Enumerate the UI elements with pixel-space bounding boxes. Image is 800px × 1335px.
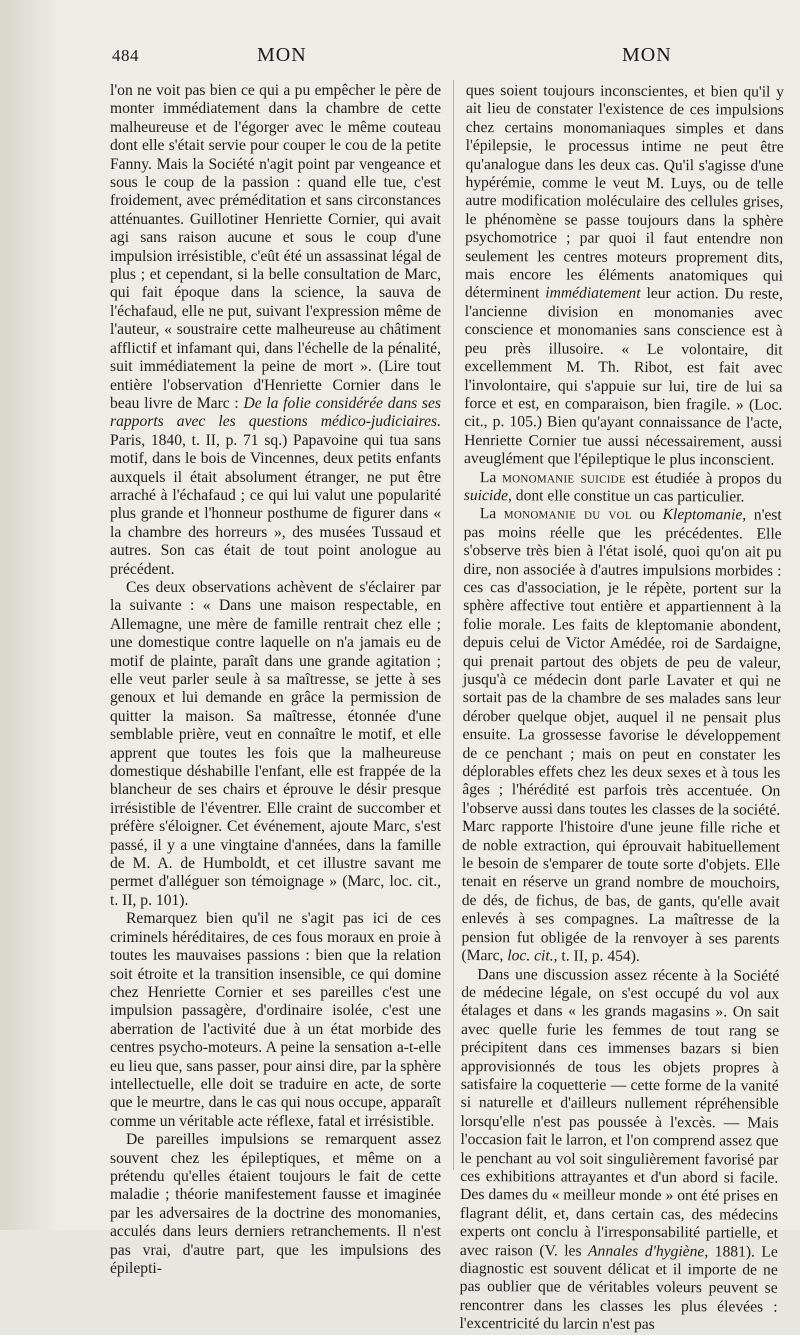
left-paragraph-2: Ces deux observations achèvent de s'éclairer par la suivante : « Dans une maison respectable, en Allemagne, une mère de famille rentrait chez elle ; une domestique contre laquelle on n'a jamais eu de motif de plainte, paraît dans une grande agitation ; elle veut parler seule à sa maîtresse, se jette à ses genoux et lui demande en grâce la permission de quitter la maison. Sa maîtresse, étonnée d'une semblable prière, veut en connaître le motif, et elle apprent que toutes les fois que la malheureuse domestique déshabille l'enfant, elle est frappée de la blancheur de ses chairs et éprouve le désir presque irrésistible de l'éventrer. Elle craint de succomber et préfère s'éloigner. Cet événement, ajoute Marc, s'est passé, il y a une vingtaine d'années, dans la famille de M. A. de Humboldt, et cet illustre savant me permet d'alléguer son témoignage » (Marc, loc. cit., t. II, p. 101). xyxy=(110,578,441,909)
left-p1-book-title: De la folie considérée dans ses rapports avec les questions médico-judiciaires. xyxy=(110,394,441,431)
column-divider xyxy=(453,80,454,1170)
right-p3-italic: Kleptomanie xyxy=(662,506,743,524)
right-p2-mid: est étudiée à propos du xyxy=(625,469,782,488)
right-p4-end: , 1881). Le diagnostic est souvent délicat et il importe de ne pas oublier que de véritables voleurs peuvent se rencontrer dans les classes les plus élevées : l'excentricité du larcin n'est pas xyxy=(459,1242,778,1334)
right-paragraph-2 xyxy=(464,469,782,507)
right-p1-text: ques soient toujours inconscientes, et bien qu'il y ait lieu de constater l'existence de ces impulsions chez certains monomaniaques simples et dans l'épilepsie, le processus intime ne peut être qu'analogue dans les deux cas. Qu'il s'agisse d'une hypérémie, comme le veut M. Luys, ou de telle autre modification moléculaire des cellules grises, le phénomène se passe toujours dans la sphère psychomotrice ; par quoi il faut entendre non seulement les centres moteurs proprement dits, mais encore les éléments anatomiques qui déterminent xyxy=(464,82,784,302)
page-number: 484 xyxy=(112,46,139,65)
right-p2-lead: La xyxy=(479,468,503,486)
right-column xyxy=(459,82,784,1335)
right-p4-journal: Annales d'hygiène xyxy=(587,1242,705,1260)
right-p3-text: , n'est pas moins réelle que les précédentes. Elle s'observe très bien à l'état isolé, quoi qu'on ait pu dire, non associée à d'autres impulsions morbides : ces cas d'association, je le répète, portent sur la sphère affective tout entière et appartiennent à la folie morale. Les faits de kleptomanie abondent, depuis celui de Victor Amédée, roi de Sardaigne, qui prenait partout des objets de peu de valeur, jusqu'à ce médecin dont parle Lavater et qui ne sortait pas de la chambre de ses malades sans leur dérober quelque objet, auquel il ne pensait plus ensuite. La grossesse favorise le développement de ce penchant ; mais on peut en constater les déplorables effets chez les deux sexes et à tous les âges ; l'hérédité est parfois très accentuée. On l'observe aussi dans toutes les classes de la société. Marc rapporte l'histoire d'une jeune fille riche et de noble extraction, qui éprouvait habituellement le besoin de s'emparer de toute sorte d'objets. Elle tenait en réserve un grand nombre de mouchoirs, de dés, de fichus, de bas, de gants, qu'elle avait enlevés à ses compagnes. La maîtresse de la pension fut obligée de la renvoyer à ses parents (Marc, xyxy=(461,506,782,965)
right-paragraph-4 xyxy=(459,965,779,1335)
right-p3-end: , t. II, p. 454). xyxy=(553,947,640,966)
right-p1-text-end: leur action. Du reste, l'ancienne division en monomanies avec conscience et monomanies sans conscience est à peu près illusoire. « Le volontaire, dit excellemment M. Th. Ribot, est fait avec l'involontaire, qui s'appuie sur lui, tire de lui sa force et est, en comparaison, bien fragile. » (Loc. cit., p. 105.) Bien qu'ayant connaissance de l'acte, Henriette Cornier tue aussi nécessairement, aussi aveuglément que l'épileptique le plus inconscient. xyxy=(463,285,783,469)
right-p3-term: monomanie du vol xyxy=(503,505,632,524)
page-gutter-shadow xyxy=(0,0,60,1230)
right-p3-lead: La xyxy=(479,505,504,523)
right-p2-italic: suicide xyxy=(463,486,509,505)
left-p1-text-end: Paris, 1840, t. II, p. 71 sq.) Papavoine qui tua sans motif, dans le bois de Vincennes, deux petits enfants auxquels il était absolument étranger, ne put être arraché à l'échafaud ; ce qui lui valut une popularité plus grande et l'honneur posthume de figurer dans « la chambre des horreurs », des musées Tussaud et autres. Son cas était de tout point anologue au précédent. xyxy=(110,431,441,578)
left-paragraph-4: De pareilles impulsions se remarquent assez souvent chez les épileptiques, et même on a prétendu qu'elles étaient toujours le fait de cette maladie ; théorie manifestement fausse et imaginée par les adversaires de la doctrine des monomanies, acculés dans leurs derniers retranchements. Il n'est pas vrai, d'autre part, que les impulsions des épilepti- xyxy=(110,1131,441,1277)
left-paragraph-3: Remarquez bien qu'il ne s'agit pas ici de ces criminels héréditaires, de ces fous moraux en proie à toutes les mauvaises passions : bien que la relation soit étroite et la transition insensible, ce qui domine chez Henriette Cornier et ses pareilles c'est une impulsion passagère, d'ordinaire isolée, c'est une aberration de l'activité due à un état morbide des centres psycho-moteurs. A peine la sensation a-t-elle eu lieu que, sans passer, pour ainsi dire, par la sphère intellectuelle, elle doit se traduire en acte, de sorte que le meurtre, dans le cas qui nous occupe, apparaît comme un véritable acte réflexe, fatal et irrésistible. xyxy=(110,910,441,1130)
left-p1-text: l'on ne voit pas bien ce qui a pu empêcher le père de monter immédiatement dans la chambre de cette malheureuse et de l'égorger avec le même couteau dont elle s'était servie pour couper le cou de la petite Fanny. Mais la Société n'agit point par vengeance et sous le coup de la passion : quand elle tue, c'est froidement, avec préméditation et sans circonstances atténuantes. Guillotiner Henriette Cornier, qui avait agi sans raison aucune et sous le coup d'une impulsion irrésistible, c'eût été un assassinat légal de plus ; et cependant, si la belle consultation de Marc, qui fait époque dans la science, la sauva de l'échafaud, elle ne put, suivant l'expression même de l'auteur, « soustraire cette malheureuse au châtiment afflictif et infamant qui, dans l'échelle de la pénalité, suit immédiatement la peine de mort ». (Lire tout entière l'observation d'Henriette Cornier dans le beau livre de Marc : xyxy=(110,82,441,412)
running-head-left: MON xyxy=(257,44,307,66)
right-paragraph-3 xyxy=(461,505,781,967)
right-p4-text: Dans une discussion assez récente à la Société de médecine légale, on s'est occupé du vol aux étalages et dans « les grands magasins ». On sait avec quelle furie les femmes de tout rang se précipitent dans ces immenses bazars si bien approvisionnés de tous les objets propres à satisfaire la coquetterie — cette forme de la vanité si naturelle et d'ailleurs nullement répréhensible lorsqu'elle n'est pas poussée à l'excès. — Mais l'occasion fait le larron, et l'on comprend assez que le penchant au vol soit singulièrement favorisé par ces exhibitions attrayantes et d'un abord si facile. Des dames du « meilleur monde » ont été prises en flagrant délit, et, dans certain cas, des médecins experts ont conclu à l'irresponsabilité partielle, et avec raison (V. les xyxy=(459,965,780,1260)
right-p2-end: , dont elle constitue un cas particulier. xyxy=(507,487,745,506)
left-column xyxy=(110,82,441,1278)
right-paragraph-1 xyxy=(464,82,784,470)
right-p3-citation: loc. cit. xyxy=(507,947,554,965)
right-p3-mid: ou xyxy=(631,506,663,524)
page-header xyxy=(0,44,800,70)
running-head-right: MON xyxy=(622,44,672,66)
left-paragraph-1 xyxy=(110,82,441,579)
right-p1-italic: immédiatement xyxy=(545,284,641,303)
right-p2-term: monomanie suicide xyxy=(502,468,627,487)
